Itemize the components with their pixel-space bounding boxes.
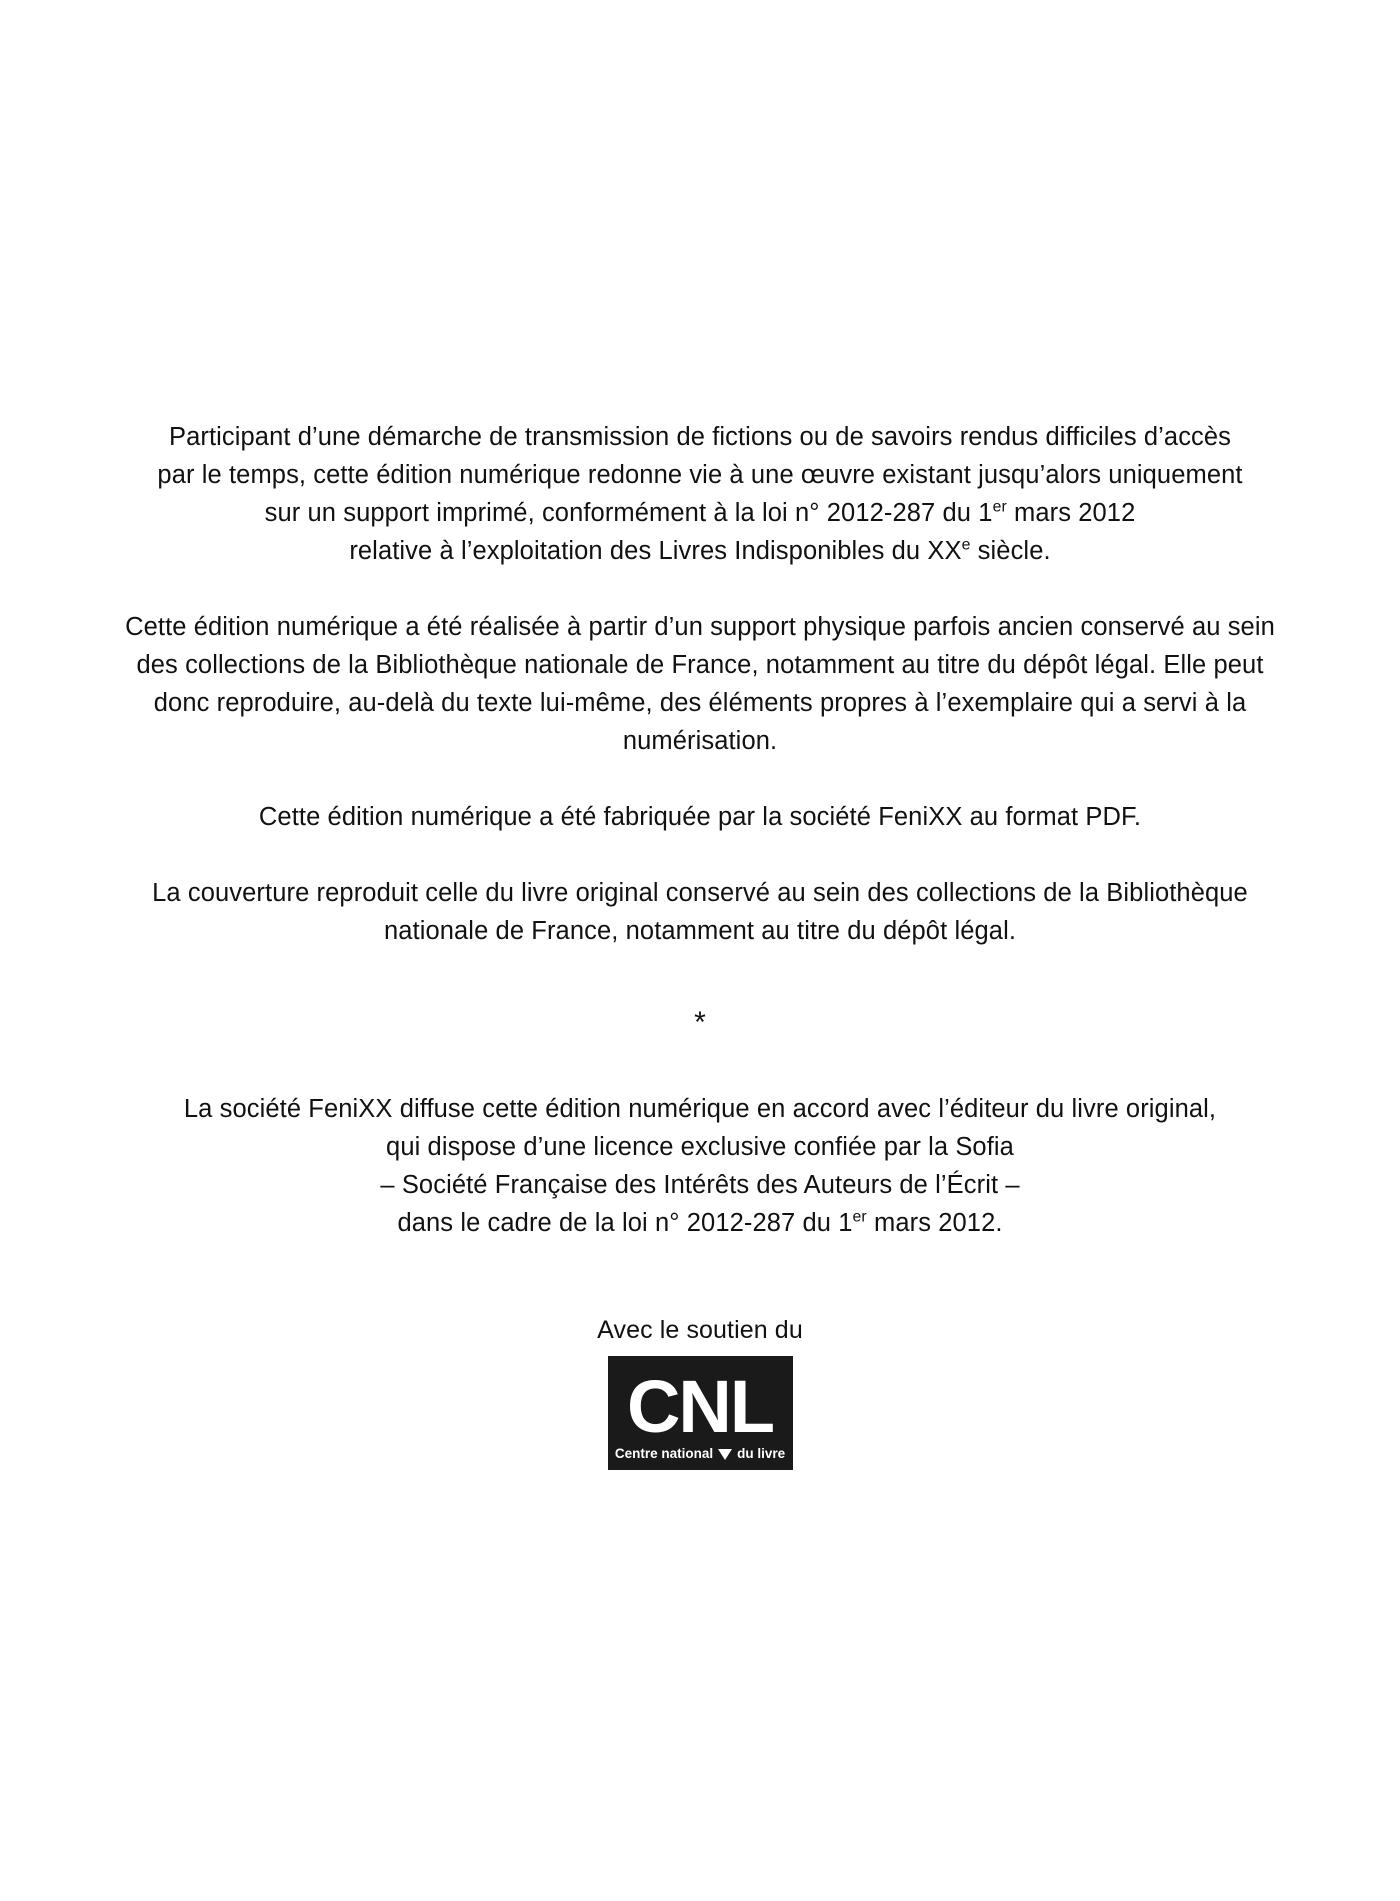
closing-line: – Société Française des Intérêts des Auteurs de l’Écrit – — [380, 1171, 1020, 1199]
paragraph-line-law: sur un support imprimé, conformément à la loi n° 2012-287 du 1er mars 2012 — [264, 498, 1136, 527]
ordinal-suffix: er — [852, 1208, 867, 1226]
paragraph-line: Participant d’une démarche de transmission de fictions ou de savoirs rendus difficiles d’accès — [168, 423, 1232, 451]
closing-line-law: dans le cadre de la loi n° 2012-287 du 1er mars 2012. — [397, 1208, 1003, 1237]
cnl-logo — [608, 1356, 793, 1470]
cnl-logo-letters: CNL — [626, 1365, 774, 1448]
cnl-subtitle-left: Centre national — [614, 1446, 714, 1461]
triangle-icon — [718, 1449, 732, 1460]
cnl-logo-subtitle — [608, 1446, 793, 1470]
paragraph-source-physique: Cette édition numérique a été réalisée à partir d’un support physique parfois ancien conservé au sein des collections de la Bibliothèque nationale de France, notamment au titre du dépôt légal. Elle peut donc reproduire, au-delà du texte lui-même, des éléments propres à l’exemplaire qui a servi à la numérisation. — [125, 613, 1275, 755]
paragraph-diffusion — [110, 1090, 1290, 1242]
paragraph-line-century: relative à l’exploitation des Livres Indisponibles du XXe siècle. — [349, 536, 1051, 565]
ordinal-suffix: e — [961, 536, 971, 554]
cnl-subtitle-right: du livre — [737, 1446, 786, 1461]
document-content — [0, 418, 1400, 1470]
section-separator-asterisk: * — [694, 1006, 706, 1039]
support-label: Avec le soutien du — [597, 1316, 803, 1344]
support-block — [0, 1314, 1400, 1470]
paragraph-fabrication: Cette édition numérique a été fabriquée par la société FeniXX au format PDF. — [258, 803, 1142, 831]
paragraph-line: par le temps, cette édition numérique redonne vie à une œuvre existant jusqu’alors uniquement — [157, 461, 1243, 489]
paragraph-transmission — [110, 418, 1290, 570]
ordinal-suffix: er — [992, 498, 1007, 516]
paragraph-couverture: La couverture reproduit celle du livre original conservé au sein des collections de la Bibliothèque nationale de France, notamment au titre du dépôt légal. — [152, 879, 1248, 945]
closing-line: La société FeniXX diffuse cette édition numérique en accord avec l’éditeur du livre original, — [183, 1095, 1217, 1123]
closing-line: qui dispose d’une licence exclusive confiée par la Sofia — [386, 1133, 1014, 1161]
